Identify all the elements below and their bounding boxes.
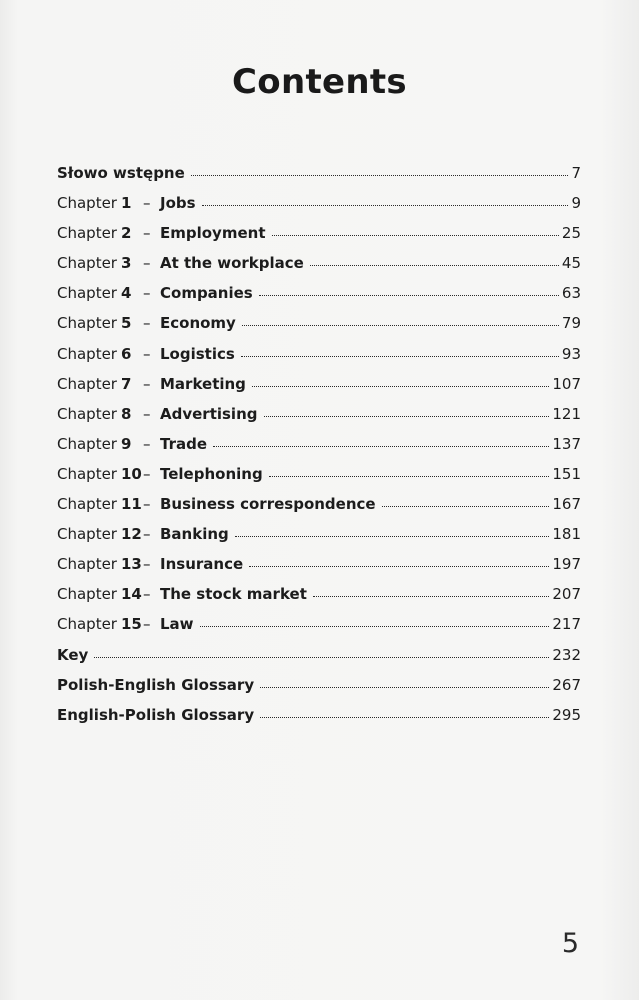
chapter-dash: – — [143, 555, 151, 574]
toc-row-chapter[interactable] — [57, 525, 581, 555]
toc-row-chapter[interactable] — [57, 314, 581, 344]
toc-page-number: 25 — [561, 224, 581, 243]
toc-entry-title: Employment — [160, 224, 266, 243]
chapter-word: Chapter — [57, 344, 117, 363]
chapter-dash: – — [143, 284, 151, 303]
chapter-list — [57, 194, 581, 645]
chapter-dash: – — [143, 404, 151, 423]
chapter-word: Chapter — [57, 224, 117, 243]
toc-row-chapter[interactable] — [57, 375, 581, 405]
toc-page-number: 107 — [552, 374, 581, 393]
toc-row-chapter[interactable] — [57, 405, 581, 435]
toc-entry-title: Logistics — [160, 344, 235, 363]
toc-row-appendix[interactable] — [57, 676, 581, 706]
toc-entry-title: Banking — [160, 525, 229, 544]
toc-page-number: 151 — [552, 464, 581, 483]
dot-leader — [310, 265, 559, 266]
dot-leader — [242, 325, 559, 326]
dot-leader — [241, 356, 559, 357]
chapter-word: Chapter — [57, 585, 117, 604]
chapter-number: 1 — [120, 194, 132, 213]
toc-page-number: 45 — [561, 254, 581, 273]
chapter-number: 9 — [120, 434, 132, 453]
chapter-number: 7 — [120, 374, 132, 393]
chapter-number: 5 — [120, 314, 132, 333]
chapter-label — [57, 465, 143, 483]
chapter-number: 8 — [120, 404, 132, 423]
appendix-list — [57, 646, 581, 736]
chapter-dash: – — [143, 224, 151, 243]
toc-page-number: 93 — [561, 344, 581, 363]
chapter-label — [57, 375, 143, 393]
toc-page-number: 121 — [552, 404, 581, 423]
chapter-word: Chapter — [57, 254, 117, 273]
toc-row-chapter[interactable] — [57, 254, 581, 284]
dot-leader — [382, 506, 550, 507]
toc-entry-title: Law — [160, 615, 194, 634]
chapter-dash: – — [143, 615, 151, 634]
dot-leader — [202, 205, 569, 206]
toc-entry-title: Companies — [160, 284, 253, 303]
chapter-word: Chapter — [57, 314, 117, 333]
chapter-label — [57, 585, 143, 603]
chapter-word: Chapter — [57, 464, 117, 483]
chapter-number: 10 — [120, 464, 142, 483]
toc-entry-title: Business correspondence — [160, 495, 376, 514]
toc-row-appendix[interactable] — [57, 646, 581, 676]
toc-entry-title: Słowo wstępne — [57, 164, 185, 182]
toc-entry-title: Key — [57, 645, 89, 664]
chapter-dash: – — [143, 254, 151, 273]
chapter-dash: – — [143, 374, 151, 393]
toc-page-number: 167 — [552, 495, 581, 514]
chapter-word: Chapter — [57, 404, 117, 423]
chapter-label — [57, 525, 143, 543]
chapter-dash: – — [143, 434, 151, 453]
chapter-label — [57, 284, 143, 302]
toc-row-chapter[interactable] — [57, 224, 581, 254]
chapter-dash: – — [143, 464, 151, 483]
dot-leader — [260, 717, 549, 718]
toc-entry-title: Polish-English Glossary — [57, 675, 255, 694]
chapter-label — [57, 254, 143, 272]
chapter-number: 4 — [120, 284, 132, 303]
chapter-number: 3 — [120, 254, 132, 273]
toc-page-number: 181 — [552, 525, 581, 544]
dot-leader — [94, 657, 549, 658]
chapter-dash: – — [143, 314, 151, 333]
chapter-label — [57, 194, 143, 212]
chapter-word: Chapter — [57, 374, 117, 393]
chapter-label — [57, 345, 143, 363]
chapter-label — [57, 314, 143, 332]
chapter-word: Chapter — [57, 525, 117, 544]
toc-page-number: 295 — [552, 705, 581, 724]
toc-row-chapter[interactable] — [57, 555, 581, 585]
toc-row-chapter[interactable] — [57, 345, 581, 375]
toc-page-number: 217 — [552, 615, 581, 634]
toc-row-chapter[interactable] — [57, 495, 581, 525]
toc-entry-title: Marketing — [160, 374, 246, 393]
toc-page-number: 63 — [561, 284, 581, 303]
chapter-number: 14 — [120, 585, 142, 604]
toc-entry-title: Jobs — [160, 194, 196, 213]
chapter-label — [57, 555, 143, 573]
dot-leader — [213, 446, 549, 447]
chapter-dash: – — [143, 525, 151, 544]
chapter-label — [57, 615, 143, 633]
chapter-word: Chapter — [57, 555, 117, 574]
toc-row-intro[interactable] — [57, 164, 581, 194]
chapter-label — [57, 495, 143, 513]
toc-entry-title: English-Polish Glossary — [57, 705, 255, 724]
chapter-label — [57, 405, 143, 423]
page-title: Contents — [232, 62, 407, 102]
chapter-number: 2 — [120, 224, 132, 243]
dot-leader — [252, 386, 549, 387]
dot-leader — [259, 295, 559, 296]
toc-entry-title: At the workplace — [160, 254, 304, 273]
chapter-number: 15 — [120, 615, 142, 634]
toc-page-number: 7 — [571, 164, 581, 182]
toc-page-number: 137 — [552, 434, 581, 453]
toc-entry-title: Economy — [160, 314, 236, 333]
chapter-word: Chapter — [57, 194, 117, 213]
toc-row-chapter[interactable] — [57, 585, 581, 615]
table-of-contents — [57, 164, 581, 736]
page-number: 5 — [561, 928, 579, 959]
chapter-number: 11 — [120, 495, 142, 514]
chapter-word: Chapter — [57, 495, 117, 514]
toc-page-number: 232 — [552, 645, 581, 664]
toc-entry-title: Advertising — [160, 404, 258, 423]
toc-row-chapter[interactable] — [57, 435, 581, 465]
dot-leader — [264, 416, 550, 417]
chapter-number: 6 — [120, 344, 132, 363]
dot-leader — [272, 235, 559, 236]
dot-leader — [235, 536, 550, 537]
dot-leader — [269, 476, 550, 477]
toc-page-number: 79 — [561, 314, 581, 333]
toc-page-number: 9 — [571, 194, 581, 213]
toc-row-chapter[interactable] — [57, 194, 581, 224]
toc-page-number: 267 — [552, 675, 581, 694]
chapter-number: 13 — [120, 555, 142, 574]
toc-row-chapter[interactable] — [57, 465, 581, 495]
chapter-dash: – — [143, 194, 151, 213]
dot-leader — [191, 175, 569, 176]
toc-entry-title: Insurance — [160, 555, 244, 574]
chapter-word: Chapter — [57, 615, 117, 634]
chapter-word: Chapter — [57, 284, 117, 303]
toc-entry-title: The stock market — [160, 585, 307, 604]
chapter-word: Chapter — [57, 434, 117, 453]
chapter-label — [57, 435, 143, 453]
chapter-dash: – — [143, 495, 151, 514]
toc-page-number: 197 — [552, 555, 581, 574]
toc-page-number: 207 — [552, 585, 581, 604]
chapter-number: 12 — [120, 525, 142, 544]
toc-entry-title: Trade — [160, 434, 208, 453]
chapter-dash: – — [143, 585, 151, 604]
dot-leader — [260, 687, 549, 688]
dot-leader — [313, 596, 549, 597]
dot-leader — [200, 626, 550, 627]
toc-row-chapter[interactable] — [57, 284, 581, 314]
toc-row-appendix[interactable] — [57, 706, 581, 736]
chapter-dash: – — [143, 344, 151, 363]
toc-entry-title: Telephoning — [160, 464, 263, 483]
toc-row-chapter[interactable] — [57, 615, 581, 645]
dot-leader — [249, 566, 549, 567]
chapter-label — [57, 224, 143, 242]
